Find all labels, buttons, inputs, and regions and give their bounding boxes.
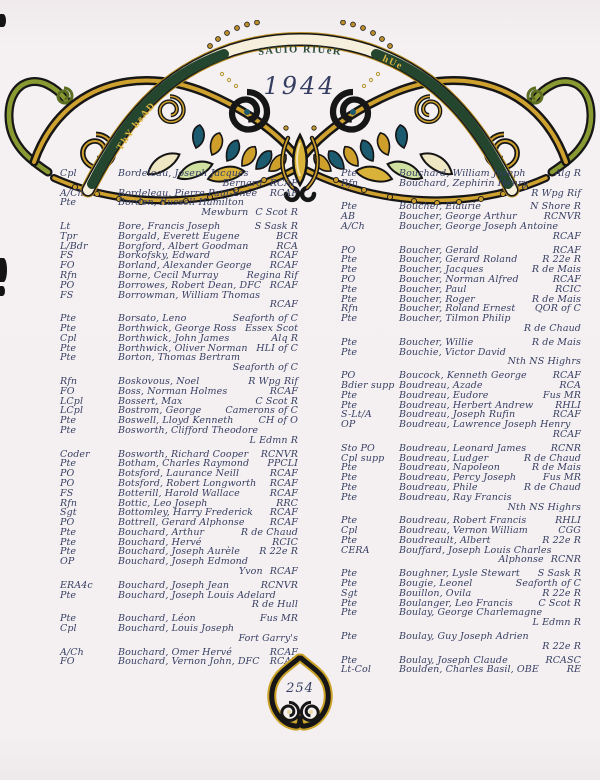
entry-name: Bougie, Leonel: [399, 578, 473, 590]
entry-unit: R de Hull: [251, 599, 298, 611]
entry-name: Boulay, Joseph Claude: [399, 654, 508, 666]
entry-unit: RCAF: [269, 250, 298, 262]
entry-unit: R de Mais: [531, 293, 581, 305]
entry-name: Borton, Thomas Bertram: [118, 352, 241, 364]
entry-rank: Pte: [341, 481, 358, 493]
entry-name: Boudreau, Ludger: [399, 452, 489, 464]
entry-unit: R de Mais: [531, 462, 581, 474]
entry-name: Bordeleau, Joseph Jacques: [118, 168, 249, 179]
entry-rank: Cpl: [60, 623, 77, 635]
entry-rank: Pte: [60, 415, 77, 427]
entry-rank: Tpr: [60, 230, 78, 242]
entry-rank: Cpl: [60, 332, 77, 344]
entry-rank: Pte: [341, 534, 358, 546]
entry-unit: Fort Garry's: [238, 632, 298, 644]
entry-unit: C Scot R: [255, 207, 298, 219]
entry-unit: R de Chaud: [240, 526, 298, 538]
entry-rank: Pte: [60, 197, 77, 209]
entry-name: Boudreau, Ray Francis: [399, 491, 512, 503]
entry-rank: FO: [60, 260, 75, 272]
entry-name: Boudreau, Robert Francis: [399, 515, 527, 527]
entry-unit: RCAF: [269, 468, 298, 480]
entry-name: Boswell, Lloyd Kenneth: [118, 415, 234, 427]
entry-name: Boudreau, Eudore: [399, 389, 489, 401]
entry-unit: RCIC: [272, 536, 298, 548]
entry-rank: Lt: [60, 220, 71, 232]
entry-rank: A/Ch: [60, 187, 84, 199]
entry-name: Bouffard, Joseph Louis Charles: [399, 544, 552, 556]
entry-name: Boulden, Charles Basil, OBE: [399, 664, 539, 676]
entry-unit: Nth NS Highrs: [507, 356, 581, 368]
entry-rank: OP: [60, 556, 75, 568]
entry-name: Botham, Charles Raymond: [118, 458, 250, 470]
entry-unit: C Scot R: [255, 395, 298, 407]
entry-rank: CERA: [341, 544, 370, 556]
page-number-ornament: [262, 646, 338, 742]
entry-name: Boucher, Willie: [399, 336, 474, 348]
entry-unit: R Wpg Rif: [248, 375, 298, 387]
entry-unit: Alq R: [271, 332, 298, 344]
memorial-entry: [60, 198, 298, 218]
entry-name: Boskovous, Noel: [118, 375, 200, 387]
banner-text-arch: SAUIO RIUeR: [257, 44, 343, 59]
entry-unit: RCAF: [269, 566, 298, 578]
entry-unit: RCAF: [269, 646, 298, 658]
entry-name: Boucher, Gerard Roland: [399, 254, 518, 266]
entry-name: Borgford, Albert Goodman: [118, 240, 249, 252]
entry-rank: PO: [341, 370, 356, 382]
entry-unit: RCNR: [550, 554, 581, 566]
entry-unit: R de Chaud: [523, 322, 581, 334]
entry-name: Botsford, Robert Longworth: [118, 477, 257, 489]
entry-name: Boucock, Kenneth George: [399, 370, 527, 382]
page-number: 254: [286, 681, 314, 696]
entry-unit: Camerons of C: [225, 405, 298, 417]
entry-unit: R 22e R: [542, 587, 581, 599]
entry-rank: Pte: [60, 322, 77, 334]
entry-rank: Pte: [341, 515, 358, 527]
entry-name: Bore, Francis Joseph: [118, 220, 221, 232]
entry-rank: Pte: [341, 293, 358, 305]
entry-name: Boss, Norman Holmes: [118, 385, 228, 397]
entry-name: Bouillon, Ovila: [399, 587, 472, 599]
entry-rank: Pte: [341, 389, 358, 401]
entry-rank: A/Ch: [60, 646, 84, 658]
entry-rank: Sgt: [60, 507, 77, 519]
scan-artifact: [0, 258, 7, 282]
entry-unit: R 22e R: [259, 546, 298, 558]
entry-name: Borthwick, George Ross: [118, 322, 237, 334]
entry-rank: Pte: [341, 168, 358, 179]
entry-name: Bouchard, Louis Joseph: [118, 623, 235, 635]
memorial-entry: [341, 348, 581, 368]
entry-name: Borthwick, John James: [118, 332, 230, 344]
entry-unit: QOR of C: [534, 303, 581, 315]
entry-name: Botterill, Harold Wallace: [118, 487, 240, 499]
entry-name: Bouchard, Zephirin Henry: [399, 177, 529, 189]
entry-unit: RCA: [276, 240, 298, 252]
entry-rank: ERA4c: [60, 579, 93, 591]
entry-name: Bostrom, George: [118, 405, 202, 417]
entry-name: Bouchard, William Joseph: [399, 168, 526, 179]
entry-rank: Pte: [341, 254, 358, 266]
entry-rank: S-Lt/A: [341, 409, 372, 421]
entry-unit: R de Mais: [531, 264, 581, 276]
entry-unit: R Wpg Rif: [531, 187, 581, 199]
entry-name: Boucher, Roland Ernest: [399, 303, 516, 315]
entry-rank: FS: [60, 487, 74, 499]
entry-name: Boucher, Elaurie: [399, 201, 481, 213]
memorial-entry: [60, 353, 298, 373]
entry-rank: Pte: [341, 462, 358, 474]
entry-unit: Nth NS Highrs: [507, 501, 581, 513]
entry-name: Bottrell, Gerard Alphonse: [118, 517, 245, 529]
entry-unit: BCR: [276, 230, 298, 242]
entry-rank: Pte: [341, 472, 358, 484]
entry-unit: RCAF: [269, 517, 298, 529]
entry-unit: RE: [566, 664, 581, 676]
entry-rank: PO: [60, 477, 75, 489]
entry-unit: S Sask R: [254, 220, 298, 232]
entry-unit: RCAF: [552, 273, 581, 285]
entry-unit: RCA: [559, 379, 581, 391]
entry-name: Bouchard, Joseph Aurèle: [118, 546, 240, 558]
entry-unit: R 22e R: [542, 534, 581, 546]
entry-unit: RHLI: [555, 399, 581, 411]
entry-name: Boucher, Paul: [399, 283, 467, 295]
entry-name: Bosworth, Richard Cooper: [118, 448, 249, 460]
entry-unit: RCAF: [552, 370, 581, 382]
entry-name: Boudreau, Napoleon: [399, 462, 500, 474]
names-column-left: [60, 169, 298, 667]
entry-name: Boudreau, Percy Joseph: [399, 472, 517, 484]
entry-name: Borden, Russell Hamilton: [118, 197, 244, 209]
entry-unit: Essex Scot: [244, 322, 298, 334]
entry-unit: RCAF: [552, 428, 581, 440]
entry-name: Borsato, Leno: [118, 313, 187, 325]
entry-rank: Rfn: [60, 375, 78, 387]
entry-name: Borthwick, Oliver Norman: [118, 342, 248, 354]
entry-unit: L Edmn R: [532, 617, 581, 629]
memorial-entry: [60, 426, 298, 446]
entry-unit: RCNVR: [543, 211, 581, 223]
entry-unit: RRC: [276, 497, 298, 509]
entry-rank: Pte: [60, 536, 77, 548]
entry-name: Bouchard, Joseph Louis Adelard: [118, 589, 276, 601]
entry-name: Boudreau, Leonard James: [399, 442, 527, 454]
entry-rank: Pte: [60, 546, 77, 558]
entry-unit: L Edmn R: [249, 434, 298, 446]
entry-rank: Cpl: [341, 525, 358, 537]
entry-unit: RHLI: [555, 515, 581, 527]
entry-rank: Rfn: [60, 269, 78, 281]
entry-rank: Pte: [341, 597, 358, 609]
entry-name: Borkofsky, Edward: [118, 250, 211, 262]
entry-unit: RCAF: [552, 409, 581, 421]
entry-unit: HLI of C: [256, 342, 298, 354]
entry-unit: R 22e R: [542, 254, 581, 266]
entry-rank: Pte: [341, 631, 358, 643]
entry-rank: Pte: [341, 654, 358, 666]
entry-name: Bouchard, Joseph Edmond: [118, 556, 249, 568]
entry-unit: Regina Rif: [246, 269, 298, 281]
entry-name: Boucher, Tilmon Philip: [399, 313, 511, 325]
entry-name: Boucher, Gerald: [399, 244, 479, 256]
entry-unit: R 22e R: [542, 640, 581, 652]
entry-unit: Fus MR: [259, 613, 298, 625]
entry-rank: Pte: [341, 491, 358, 503]
entry-rank: Pte: [341, 283, 358, 295]
memorial-entry: [341, 222, 581, 242]
entry-rank: FO: [60, 385, 75, 397]
entry-rank: Rfn: [341, 177, 359, 189]
entry-rank: Pte: [60, 589, 77, 601]
entry-unit: RCNVR: [260, 579, 298, 591]
entry-rank: Sto PO: [341, 442, 375, 454]
entry-name: Boucher, Jacques: [399, 264, 484, 276]
entry-rank: Pte: [341, 313, 358, 325]
entry-name: Bouchard, Joseph Jean: [118, 579, 230, 591]
memorial-entry: [341, 665, 581, 675]
entry-name: Boulanger, Leo Francis: [399, 597, 513, 609]
entry-unit: RCAF: [269, 385, 298, 397]
entry-name: Boucher, George Arthur: [399, 211, 517, 223]
entry-rank: Pte: [60, 352, 77, 364]
entry-rank: PO: [341, 244, 356, 256]
entry-rank: FS: [60, 250, 74, 262]
entry-rank: Pte: [341, 568, 358, 580]
entry-unit: R de Chaud: [523, 452, 581, 464]
entry-name: Boucher, George Joseph Antoine: [399, 220, 559, 232]
entry-name: Botsford, Laurance Neill: [118, 468, 240, 480]
entry-rank: LCpl: [60, 405, 84, 417]
entry-rank: Pte: [60, 424, 77, 436]
entry-unit: RCAF: [269, 260, 298, 272]
entry-unit: S Sask R: [537, 568, 581, 580]
entry-name: Boughner, Lysle Stewart: [399, 568, 520, 580]
entry-rank: FS: [60, 289, 74, 301]
memorial-entry: [60, 291, 298, 311]
entry-rank: Cpl: [60, 168, 77, 179]
entry-name: Borrowman, William Thomas: [118, 289, 261, 301]
entry-rank: Cpl supp: [341, 452, 385, 464]
memorial-entry: [60, 169, 298, 189]
entry-rank: Pte: [341, 201, 358, 213]
entry-name: Boucher, Roger: [399, 293, 475, 305]
entry-rank: PO: [341, 273, 356, 285]
entry-rank: PO: [60, 517, 75, 529]
entry-rank: Rfn: [60, 497, 78, 509]
memorial-entry: [341, 420, 581, 440]
memorial-entry: [60, 557, 298, 577]
entry-name: Boudreau, Phile: [399, 481, 478, 493]
memorial-entry: [60, 591, 298, 611]
entry-rank: Rfn: [341, 303, 359, 315]
entry-rank: L/Bdr: [60, 240, 88, 252]
entry-rank: Sgt: [341, 587, 358, 599]
entry-rank: Pte: [60, 613, 77, 625]
entry-name: Borrowes, Robert Dean, DFC: [118, 279, 262, 291]
entry-name: Boudreau, Azade: [399, 379, 483, 391]
entry-name: Bouchard, Omer Hervé: [118, 646, 233, 658]
memorial-entry: [60, 624, 298, 644]
banner-text-right: hUe: [380, 53, 405, 73]
memorial-entry: [341, 608, 581, 628]
entry-name: Bouchie, Victor David: [399, 346, 506, 358]
entry-name: Boudreau, Herbert Andrew: [399, 399, 534, 411]
entry-name: Boudreau, Lawrence Joseph Henry: [399, 419, 571, 431]
entry-name: Bouchard, Arthur: [118, 526, 205, 538]
entry-rank: Pte: [341, 264, 358, 276]
entry-rank: A/Ch: [341, 220, 365, 232]
entry-name: Borgald, Everett Eugene: [118, 230, 240, 242]
entry-rank: AB: [341, 211, 356, 223]
entry-rank: Pte: [341, 607, 358, 619]
entry-unit: Seaforth of C: [232, 362, 298, 374]
entry-unit: RCAF: [269, 507, 298, 519]
entry-name: Borne, Cecil Murray: [118, 269, 219, 281]
entry-name: Bordeleau, Pierre Paul-Enée: [118, 187, 258, 199]
entry-unit: RCAF: [269, 177, 298, 189]
entry-unit: RCAF: [552, 244, 581, 256]
entry-unit: RCAF: [552, 230, 581, 242]
entry-unit: RCAF: [269, 187, 298, 199]
entry-unit: Seaforth of C: [515, 578, 581, 590]
entry-rank: FO: [60, 656, 75, 668]
entry-unit: C Scot R: [538, 597, 581, 609]
entry-unit: RCAF: [269, 279, 298, 291]
entry-rank: Pte: [341, 336, 358, 348]
entry-name: Bosworth, Clifford Theodore: [118, 424, 259, 436]
entry-rank: Pte: [341, 578, 358, 590]
entry-name: Bouchard, Vernon John, DFC: [118, 656, 260, 668]
entry-name: Boudreault, Albert: [399, 534, 491, 546]
entry-name: Bouchard, Léon: [118, 613, 196, 625]
entry-name: Bossert, Max: [118, 395, 183, 407]
entry-unit: PPCLI: [267, 458, 298, 470]
entry-rank: LCpl: [60, 395, 84, 407]
entry-rank: OP: [341, 419, 356, 431]
entry-name: Bouchard, Hervé: [118, 536, 202, 548]
memorial-entry: [341, 493, 581, 513]
entry-name: Bottic, Leo Joseph: [118, 497, 208, 509]
entry-name-continued: Bernard: [222, 177, 263, 189]
entry-unit: RCASC: [545, 654, 581, 666]
memorial-entry: [341, 546, 581, 566]
entry-unit: CH of O: [258, 415, 298, 427]
entry-unit: RCAF: [269, 477, 298, 489]
memorial-entry: [341, 314, 581, 334]
entry-name-continued: Mewburn: [201, 207, 249, 219]
entry-unit: R de Mais: [531, 336, 581, 348]
entry-unit: RCNVR: [260, 448, 298, 460]
entry-unit: CGG: [558, 525, 581, 537]
scan-artifact: [0, 14, 6, 27]
entry-name: Borland, Alexander George: [118, 260, 252, 272]
entry-rank: Bdier supp: [341, 379, 395, 391]
entry-rank: PO: [60, 468, 75, 480]
entry-name: Boucher, Norman Alfred: [399, 273, 519, 285]
entry-unit: RCNR: [550, 442, 581, 454]
entry-unit: RCAF: [269, 487, 298, 499]
entry-rank: Pte: [60, 458, 77, 470]
entry-rank: Pte: [60, 526, 77, 538]
entry-unit: RCAF: [269, 656, 298, 668]
entry-name: Boudreau, Vernon William: [399, 525, 528, 537]
entry-rank: Pte: [60, 342, 77, 354]
entry-name: Boudreau, Joseph Rufin: [399, 409, 516, 421]
entry-unit: Alg R: [554, 168, 581, 179]
names-column-right: [341, 169, 581, 675]
svg-text:SAUIO RIUeR: [257, 44, 342, 58]
entry-unit: RCAF: [269, 299, 298, 311]
memorial-entry: [341, 179, 581, 199]
entry-rank: Pte: [341, 346, 358, 358]
entry-unit: N Shore R: [530, 201, 581, 213]
banner-text-left: ThY heAD: [114, 99, 159, 153]
entry-unit: Fus MR: [542, 472, 581, 484]
entry-unit: Fus MR: [542, 389, 581, 401]
entry-rank: Lt-Col: [341, 664, 371, 676]
entry-rank: Pte: [60, 313, 77, 325]
entry-name-continued: Yvon: [238, 566, 263, 578]
entry-unit: Seaforth of C: [232, 313, 298, 325]
entry-name-continued: Alphonse: [498, 554, 544, 566]
entry-name: Boulay, Guy Joseph Adrien: [399, 631, 529, 643]
scan-artifact: [0, 286, 5, 296]
entry-unit: R de Chaud: [523, 481, 581, 493]
entry-rank: PO: [60, 279, 75, 291]
entry-name: Boulay, George Charlemagne: [399, 607, 543, 619]
entry-rank: Pte: [341, 399, 358, 411]
entry-name: Bottomley, Harry Frederick: [118, 507, 254, 519]
entry-rank: Coder: [60, 448, 90, 460]
year-label: 1944: [263, 72, 337, 100]
entry-unit: RCIC: [555, 283, 581, 295]
memorial-entry: [341, 632, 581, 652]
